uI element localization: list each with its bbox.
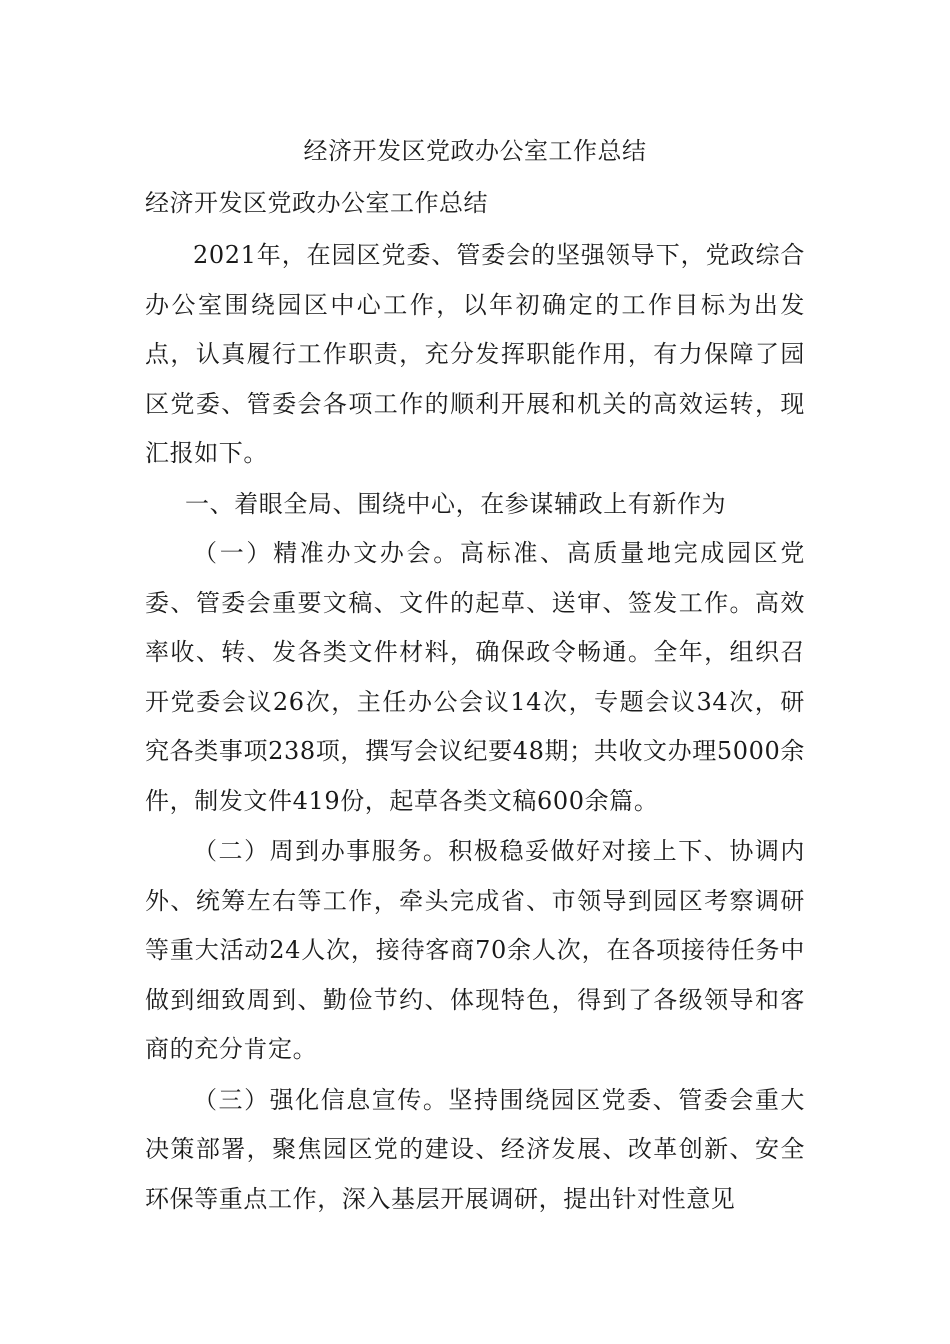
paragraph-item-2: （二）周到办事服务。积极稳妥做好对接上下、协调内外、统筹左右等工作，牵头完成省、市领导到园区考察调研等重大活动24人次，接待客商70余人次，在各项接待任务中做到细致周到、勤俭节约、体现特色，得到了各级领导和客商的充分肯定。 [145,837,805,1063]
document-subtitle: 经济开发区党政办公室工作总结 [145,189,488,217]
section-heading-1: 一、着眼全局、围绕中心，在参谋辅政上有新作为 [185,489,727,518]
document-title: 经济开发区党政办公室工作总结 [303,137,647,165]
paragraph-item-3: （三）强化信息宣传。坚持围绕园区党委、管委会重大决策部署，聚焦园区党的建设、经济发展、改革创新、安全环保等重点工作，深入基层开展调研，提出针对性意见 [145,1085,805,1213]
document-body [145,181,805,1225]
paragraph-intro: 2021年，在园区党委、管委会的坚强领导下，党政综合办公室围绕园区中心工作，以年初确定的工作目标为出发点，认真履行工作职责，充分发挥职能作用，有力保障了园区党委、管委会各项工作的顺利开展和机关的高效运转，现汇报如下。 [145,241,805,467]
paragraph-item-1: （一）精准办文办会。高标准、高质量地完成园区党委、管委会重要文稿、文件的起草、送审、签发工作。高效率收、转、发各类文件材料，确保政令畅通。全年，组织召开党委会议26次，主任办公会议14次，专题会议34次，研究各类事项238项，撰写会议纪要48期；共收文办理5000余件，制发文件419份，起草各类文稿600余篇。 [145,539,805,815]
